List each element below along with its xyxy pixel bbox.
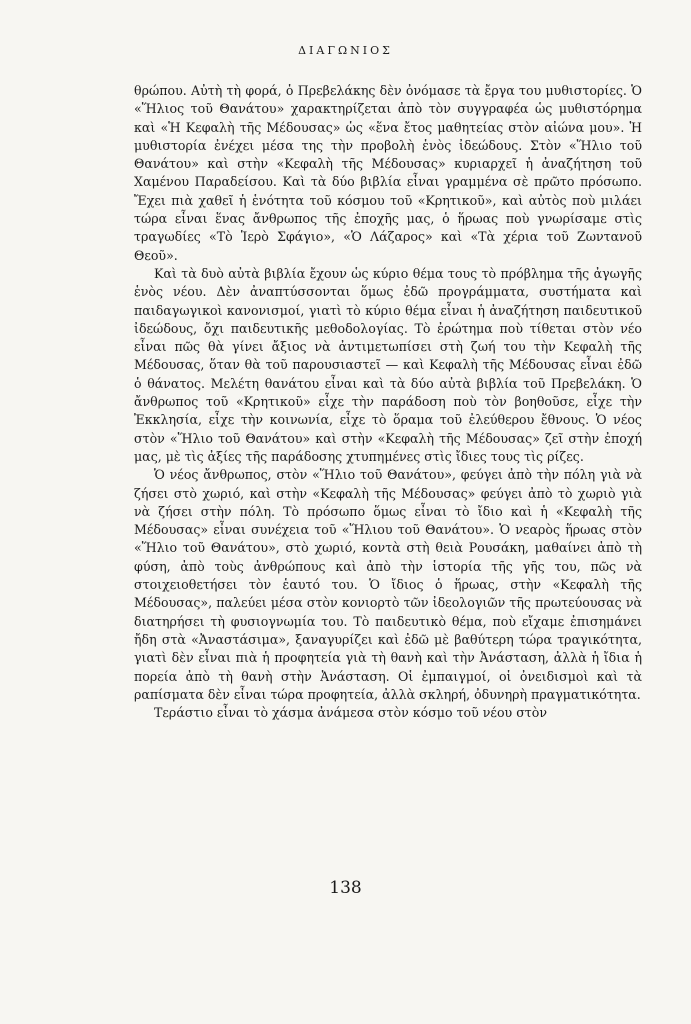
body-text (134, 82, 642, 722)
paragraph-3: Ὁ νέος ἄνθρωπος, στὸν «Ἥλιο τοῦ Θανάτου», φεύγει ἀπὸ τὴν πόλη γιὰ νὰ ζήσει στὸ χωριό, καὶ στὴν «Κεφαλὴ τῆς Μέδουσας» φεύγει ἀπὸ τὸ χωριὸ γιὰ νὰ ζήσει στὴν πόλη. Τὸ πρόσωπο ὅμως εἶναι τὸ ἴδιο καὶ ἡ «Κεφαλὴ τῆς Μέδουσας» εἶναι συνέχεια τοῦ «Ἥλιου τοῦ Θανάτου». Ὁ νεαρὸς ἥρωας στὸν «Ἥλιο τοῦ Θανάτου», στὸ χωριό, κοντὰ στὴ θειὰ Ρουσάκη, μαθαίνει ἀπὸ τὴ φύση, ἀπὸ τοὺς ἀνθρώπους καὶ ἀπὸ τὴν ἱστορία τῆς γῆς του, πῶς νὰ στοιχειοθετήσει τὸν ἑαυτό του. Ὁ ἴδιος ὁ ἥρωας, στὴν «Κεφαλὴ τῆς Μέδουσας», παλεύει μέσα στὸν κονιορτὸ τῶν ἰδεολογιῶν τῆς πρωτεύουσας νὰ διατηρήσει τὴ φυσιογνωμία του. Τὸ παιδευτικὸ θέμα, ποὺ εἴχαμε ἐπισημάνει ἤδη στὰ «Ἀναστάσιμα», ξαναγυρίζει καὶ ἐδῶ μὲ βαθύτερη τώρα τραγικότητα, γιατὶ δὲν εἶναι πιὰ ἡ προφητεία γιὰ τὴ θανὴ καὶ τὴν Ἀνάσταση, ἀλλὰ ἡ ἴδια ἡ πορεία ἀπὸ τὴ θανὴ στὴν Ἀνάσταση. Οἱ ἐμπαιγμοί, οἱ ὀνειδισμοὶ καὶ τὰ ραπίσματα δὲν εἶναι τώρα προφητεία, ἀλλὰ σκληρή, ὀδυνηρὴ πραγματικότητα. (134, 467, 642, 702)
running-header: ΔΙΑΓΩΝΙΟΣ (298, 44, 393, 57)
paragraph-2: Καὶ τὰ δυὸ αὐτὰ βιβλία ἔχουν ὡς κύριο θέμα τους τὸ πρόβλημα τῆς ἀγωγῆς ἑνὸς νέου. Δὲν ἀναπτύσσονται ὅμως ἐδῶ προγράμματα, συστήματα καὶ παιδαγωγικοὶ κανονισμοί, γιατὶ τὸ κύριο θέμα εἶναι ἡ ἀναζήτηση παιδευτικοῦ ἰδεώδους, ὄχι παιδευτικῆς μεθοδολογίας. Τὸ ἐρώτημα ποὺ τίθεται στὸν νέο εἶναι πῶς θὰ γίνει ἄξιος νὰ ἀντιμετωπίσει στὴ ζωή του τὴν Κεφαλὴ τῆς Μέδουσας, ὅταν θὰ τοῦ παρουσιαστεῖ — καὶ Κεφαλὴ τῆς Μέδουσας εἶναι ἐδῶ ὁ θάνατος. Μελέτη θανάτου εἶναι καὶ τὰ δύο αὐτὰ βιβλία τοῦ Πρεβελάκη. Ὁ ἄνθρωπος τοῦ «Κρητικοῦ» εἶχε τὴν παράδοση ποὺ τὸν βοηθοῦσε, εἶχε τὴν Ἐκκλησία, εἶχε τὴν κοινωνία, εἶχε τὸ ὅραμα τοῦ ἐλεύθερου ἔθνους. Ὁ νέος στὸν «Ἥλιο τοῦ Θανάτου» καὶ στὴν «Κεφαλὴ τῆς Μέδουσας» ζεῖ στὴν ἐποχή μας, μὲ τὶς ἀξίες τῆς παράδοσης χτυπημένες στὶς ἴδιες τους τὶς ρίζες. (134, 265, 642, 464)
paragraph-1: θρώπου. Αὐτὴ τὴ φορά, ὁ Πρεβελάκης δὲν ὀνόμασε τὰ ἔργα του μυθιστορίες. Ὁ «Ἥλιος τοῦ Θανάτου» χαρακτηρίζεται ἀπὸ τὸν συγγραφέα ὡς μυθιστόρημα καὶ «Ἡ Κεφαλὴ τῆς Μέδουσας» ὡς «ἕνα ἔτος μαθητείας στὸν αἰώνα μου». Ἡ μυθιστορία ἐνέχει μέσα της τὴν προβολὴ ἑνὸς ἰδεώδους. Στὸν «Ἥλιο τοῦ Θανάτου» καὶ στὴν «Κεφαλὴ τῆς Μέδουσας» κυριαρχεῖ ἡ ἀναζήτηση τοῦ Χαμένου Παραδείσου. Καὶ τὰ δύο βιβλία εἶναι γραμμένα σὲ πρῶτο πρόσωπο. Ἔχει πιὰ χαθεῖ ἡ ἑνότητα τοῦ κόσμου τοῦ «Κρητικοῦ», καὶ αὐτὸς ποὺ μιλάει τώρα εἶναι ἕνας ἄνθρωπος τῆς ἐποχῆς μας, ὁ ἥρωας ποὺ γνωρίσαμε στὶς τραγωδίες «Τὸ Ἱερὸ Σφάγιο», «Ὁ Λάζαρος» καὶ «Τὰ χέρια τοῦ Ζωντανοῦ Θεοῦ». (134, 83, 642, 263)
paragraph-4: Τεράστιο εἶναι τὸ χάσμα ἀνάμεσα στὸν κόσμο τοῦ νέου στὸν (154, 705, 547, 721)
page-number: 138 (329, 878, 362, 898)
